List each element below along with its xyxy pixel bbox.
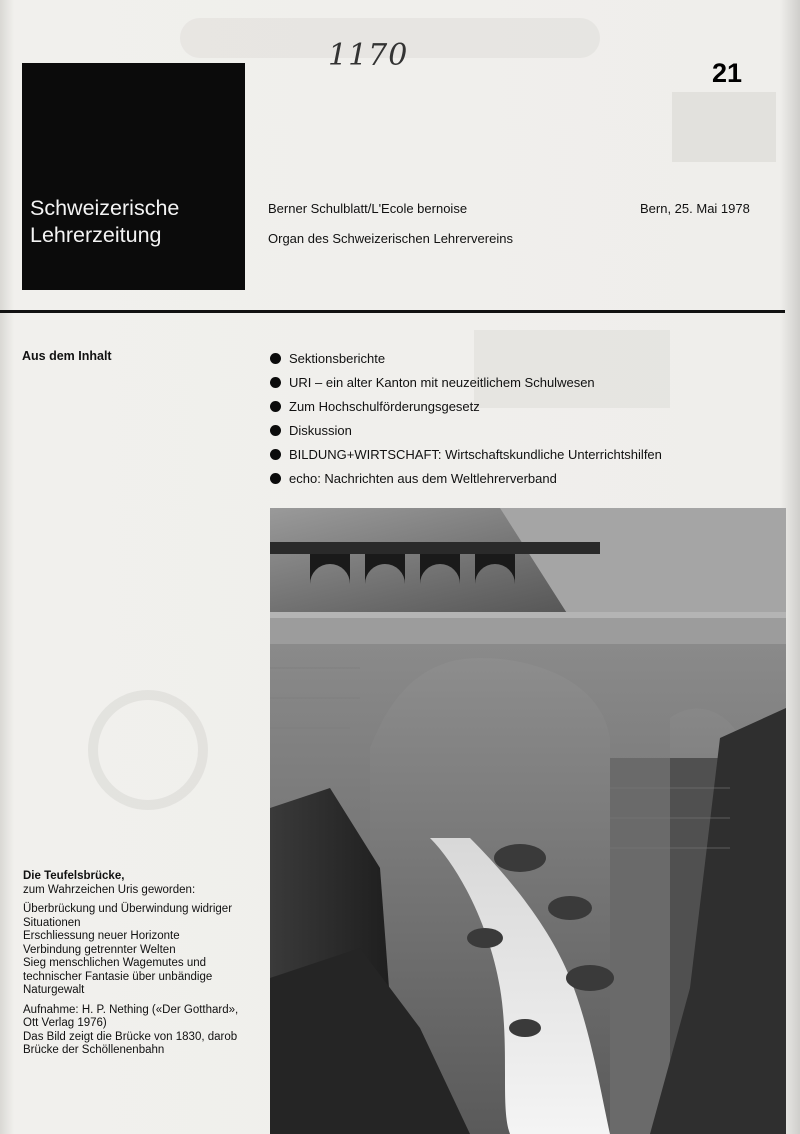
caption-description: Das Bild zeigt die Brücke von 1830, darob [23, 1030, 238, 1043]
bullet-icon [270, 377, 281, 388]
caption-title: Die Teufelsbrücke, [23, 870, 125, 882]
contents-item [270, 418, 662, 442]
bullet-icon [270, 425, 281, 436]
header-rule [0, 310, 785, 313]
contents-item [270, 442, 662, 466]
caption-subtitle: zum Wahrzeichen Uris geworden: [23, 883, 196, 896]
masthead-title [30, 195, 179, 249]
contents-item-label: BILDUNG+WIRTSCHAFT: Wirtschaftskundliche Unterrichtshilfen [289, 446, 662, 462]
bullet-icon [270, 473, 281, 484]
contents-item-label: Diskussion [289, 422, 352, 438]
boulder [566, 965, 614, 991]
bullet-icon [270, 353, 281, 364]
contents-item-label: URI – ein alter Kanton mit neuzeitlichem Schulwesen [289, 374, 595, 390]
main-bridge-deck [270, 616, 786, 644]
masthead-title-line1: Schweizerische [30, 196, 180, 220]
masthead-block [22, 63, 245, 290]
caption-line: Naturgewalt [23, 984, 85, 996]
caption-line: Situationen [23, 916, 81, 929]
issue-date: Bern, 25. Mai 1978 [640, 201, 750, 216]
contents-label: Aus dem Inhalt [22, 349, 112, 363]
contents-item-label: Sektionsberichte [289, 350, 386, 366]
issue-number: 21 [712, 58, 743, 88]
handwritten-note: 1170 [328, 38, 409, 73]
bleed-through-block [672, 92, 776, 162]
contents-item-label: echo: Nachrichten aus dem Weltlehrerverband [289, 470, 557, 486]
boulder [509, 1019, 541, 1037]
contents-item [270, 370, 662, 394]
caption-line: technischer Fantasie über unbändige [23, 970, 213, 983]
contents-item [270, 394, 662, 418]
main-bridge-parapet [270, 612, 786, 618]
boulder [494, 844, 546, 872]
cover-photo-devils-bridge [270, 508, 786, 1134]
masthead-title-line2: Lehrerzeitung [30, 223, 162, 247]
contents-item-label: Zum Hochschulförderungsgesetz [289, 398, 480, 414]
contents-list [270, 346, 662, 490]
bullet-icon [270, 401, 281, 412]
caption-line: Sieg menschlichen Wagemutes und [23, 957, 207, 969]
caption-description: Brücke der Schöllenenbahn [23, 1044, 165, 1056]
upper-railway-bridge [270, 542, 600, 554]
masthead-subtitle: Berner Schulblatt/L'Ecole bernoise [268, 201, 468, 216]
caption-credit: Ott Verlag 1976) [23, 1017, 107, 1029]
contents-item [270, 466, 662, 490]
caption-line: Verbindung getrennter Welten [23, 943, 176, 956]
caption-credit: Aufnahme: H. P. Nething («Der Gotthard», [23, 1003, 239, 1016]
photo-caption [23, 870, 268, 1058]
bullet-icon [270, 449, 281, 460]
contents-item [270, 346, 662, 370]
masthead-organ: Organ des Schweizerischen Lehrervereins [268, 231, 513, 246]
caption-line: Erschliessung neuer Horizonte [23, 930, 180, 942]
bleed-through-circle [88, 690, 208, 810]
boulder [467, 928, 503, 948]
caption-line: Überbrückung und Überwindung widriger [23, 903, 233, 915]
boulder [548, 896, 592, 920]
